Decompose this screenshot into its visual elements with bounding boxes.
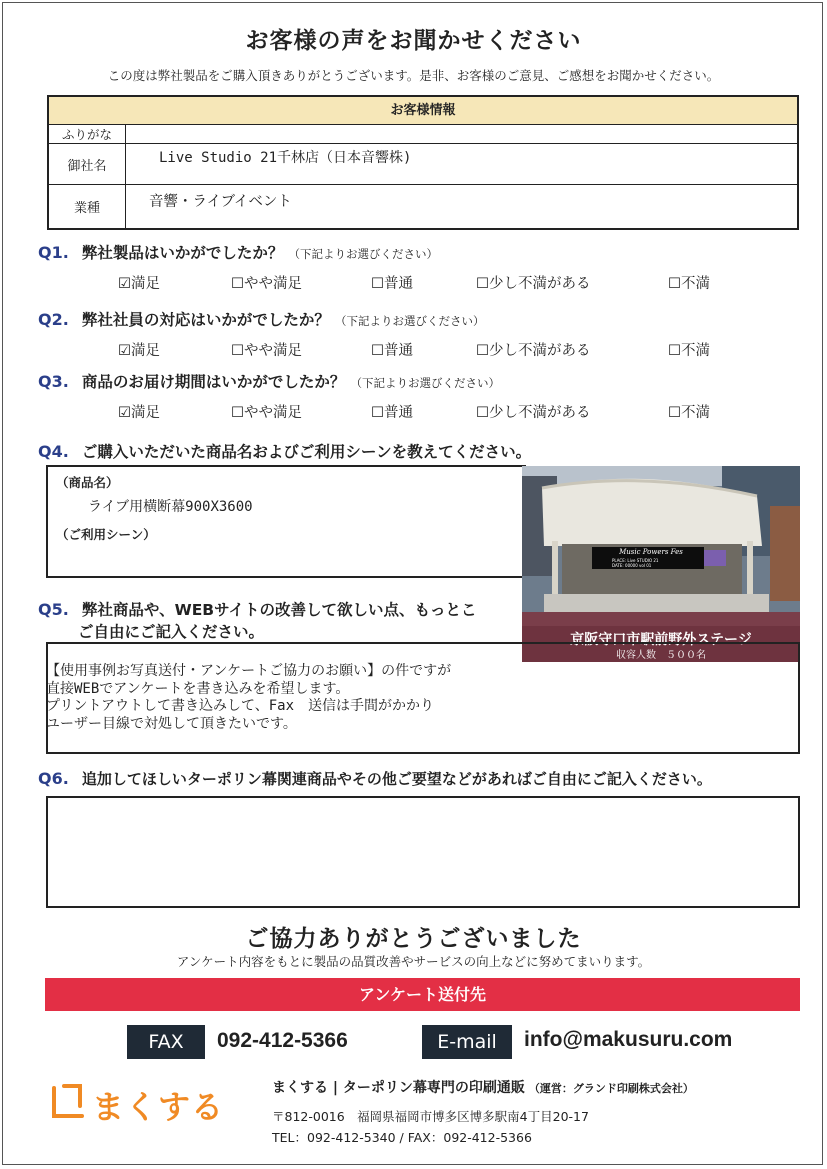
stage-photo — [522, 466, 800, 662]
q3-option-4[interactable] — [476, 401, 591, 422]
q3-option-1[interactable] — [118, 401, 160, 422]
q6-number: Q6. — [38, 769, 69, 788]
q2-option-1[interactable] — [118, 339, 160, 360]
banner-title: Music Powers Fes — [619, 548, 683, 556]
fax-label: FAX — [127, 1025, 205, 1059]
checkbox-icon[interactable]: ☐ — [668, 405, 681, 421]
q3-option-2[interactable] — [231, 401, 302, 422]
q2-option-5[interactable] — [668, 339, 710, 360]
thanks-title: ご協力ありがとうございました — [245, 926, 582, 952]
q5-text-line1: 弊社商品や、WEBサイトの改善して欲しい点、もっとこ — [81, 601, 477, 619]
company-address: 〒812-0016 福岡県福岡市博多区博多駅南4丁目20-17 — [272, 1109, 589, 1124]
question-q3 — [38, 370, 500, 392]
photo-subcaption: 収容人数 ５００名 — [616, 650, 706, 661]
q4-text: ご購入いただいた商品名およびご利用シーンを教えてください。 — [81, 443, 532, 461]
q1-option-5[interactable] — [668, 272, 710, 293]
company-name-main: まくする | ターポリン幕専門の印刷通販 — [272, 1080, 525, 1096]
option-label: 少し不満がある — [489, 343, 591, 359]
option-label: 満足 — [131, 405, 160, 421]
q5-answer-line: ユーザー目線で対処して頂きたいです。 — [46, 715, 297, 732]
checkbox-icon[interactable]: ☐ — [668, 343, 681, 359]
option-label: やや満足 — [244, 343, 302, 359]
q2-option-3[interactable] — [371, 339, 413, 360]
option-label: 少し不満がある — [489, 276, 591, 292]
option-label: やや満足 — [244, 405, 302, 421]
company-row — [49, 144, 797, 185]
scene-label: （ご利用シーン） — [56, 527, 156, 542]
q3-option-3[interactable] — [371, 401, 413, 422]
question-q1 — [38, 241, 438, 263]
q2-number: Q2. — [38, 310, 69, 329]
q2-hint: （下記よりお選びください） — [335, 314, 485, 328]
email-address[interactable]: info@makusuru.com — [524, 1028, 733, 1051]
company-operator: （運営：グランド印刷株式会社） — [528, 1082, 694, 1095]
product-value: ライブ用横断幕900X3600 — [88, 499, 253, 515]
q1-text: 弊社製品はいかがでしたか？ — [81, 244, 284, 262]
option-label: 不満 — [681, 405, 710, 421]
q1-number: Q1. — [38, 243, 69, 262]
intro-text: この度は弊社製品をご購入頂きありがとうございます。是非、お客様のご意見、ご感想をお聞かせください。 — [107, 68, 720, 83]
checkbox-icon[interactable]: ☑ — [118, 276, 131, 292]
checkbox-icon[interactable]: ☐ — [476, 343, 489, 359]
option-label: 満足 — [131, 276, 160, 292]
option-label: 普通 — [384, 405, 413, 421]
q5-answer — [46, 663, 451, 733]
furigana-row — [49, 124, 797, 144]
q3-text: 商品のお届け期間はいかがでしたか？ — [81, 373, 346, 391]
checkbox-icon[interactable]: ☐ — [371, 343, 384, 359]
company-field[interactable]: Live Studio 21千林店（日本音響株) — [159, 150, 412, 166]
q1-option-4[interactable] — [476, 272, 591, 293]
furigana-label: ふりがな — [49, 124, 126, 143]
banner-place: PLACE: Live STUDIO 21 — [612, 558, 659, 563]
q2-text: 弊社社員の対応はいかがでしたか？ — [81, 311, 330, 329]
checkbox-icon[interactable]: ☐ — [231, 276, 244, 292]
checkbox-icon[interactable]: ☐ — [231, 405, 244, 421]
checkbox-icon[interactable]: ☐ — [231, 343, 244, 359]
question-q2 — [38, 308, 485, 330]
checkbox-icon[interactable]: ☑ — [118, 343, 131, 359]
q6-answer-box[interactable] — [46, 796, 800, 908]
q5-answer-line: 【使用事例お写真送付・アンケートご協力のお願い】の件ですが — [46, 663, 452, 679]
question-q4 — [38, 440, 531, 462]
send-to-bar: アンケート送付先 — [45, 978, 800, 1011]
checkbox-icon[interactable]: ☐ — [371, 276, 384, 292]
industry-row — [49, 185, 797, 228]
page-title: お客様の声をお聞かせください — [245, 28, 582, 54]
option-label: 満足 — [131, 343, 160, 359]
q5-text-line2: ご自由にご記入ください。 — [78, 623, 265, 641]
q2-option-4[interactable] — [476, 339, 591, 360]
industry-label: 業種 — [49, 185, 126, 228]
q2-option-2[interactable] — [231, 339, 302, 360]
q1-option-2[interactable] — [231, 272, 302, 293]
makusuru-logo-text: まくする — [92, 1088, 225, 1126]
company-name-line — [272, 1077, 694, 1097]
q6-text: 追加してほしいターポリン幕関連商品やその他ご要望などがあればご自由にご記入ください。 — [81, 770, 712, 788]
thanks-subtitle: アンケート内容をもとに製品の品質改善やサービスの向上などに努めてまいります。 — [176, 954, 651, 969]
question-q6 — [38, 768, 712, 789]
company-tel-fax: TEL：092-412-5340 / FAX：092-412-5366 — [272, 1130, 532, 1145]
q1-option-3[interactable] — [371, 272, 413, 293]
banner-date: DATE: 00000 vol 01 — [612, 563, 652, 568]
photo-caption: 京阪守口市駅前野外ステージ — [570, 632, 752, 648]
q4-number: Q4. — [38, 442, 69, 461]
q1-option-1[interactable] — [118, 272, 160, 293]
q3-option-5[interactable] — [668, 401, 710, 422]
option-label: 不満 — [681, 276, 710, 292]
q3-hint: （下記よりお選びください） — [350, 376, 501, 390]
option-label: 普通 — [384, 276, 413, 292]
option-label: 不満 — [681, 343, 710, 359]
fax-number: 092-412-5366 — [217, 1029, 348, 1052]
product-label: （商品名） — [56, 475, 119, 490]
industry-field[interactable]: 音響・ライブイベント — [149, 194, 292, 210]
email-label: E-mail — [422, 1025, 512, 1059]
question-q5 — [38, 598, 477, 620]
checkbox-icon[interactable]: ☐ — [476, 405, 489, 421]
q5-answer-line: 直接WEBでアンケートを書き込みを希望します。 — [46, 680, 350, 697]
makusuru-logo-icon — [50, 1082, 85, 1120]
option-label: 普通 — [384, 343, 413, 359]
option-label: やや満足 — [244, 276, 302, 292]
customer-info-table — [47, 95, 799, 230]
checkbox-icon[interactable]: ☐ — [476, 276, 489, 292]
q5-number: Q5. — [38, 600, 69, 619]
q4-answer-box[interactable] — [46, 465, 526, 578]
checkbox-icon[interactable]: ☑ — [118, 405, 131, 421]
customer-info-heading: お客様情報 — [49, 97, 797, 125]
q1-hint: （下記よりお選びください） — [288, 247, 439, 261]
q5-answer-line: プリントアウトして書き込みして、Fax 送信は手間がかかり — [46, 698, 435, 714]
q3-number: Q3. — [38, 372, 69, 391]
company-label: 御社名 — [49, 144, 126, 184]
checkbox-icon[interactable]: ☐ — [371, 405, 384, 421]
option-label: 少し不満がある — [489, 405, 591, 421]
checkbox-icon[interactable]: ☐ — [668, 276, 681, 292]
